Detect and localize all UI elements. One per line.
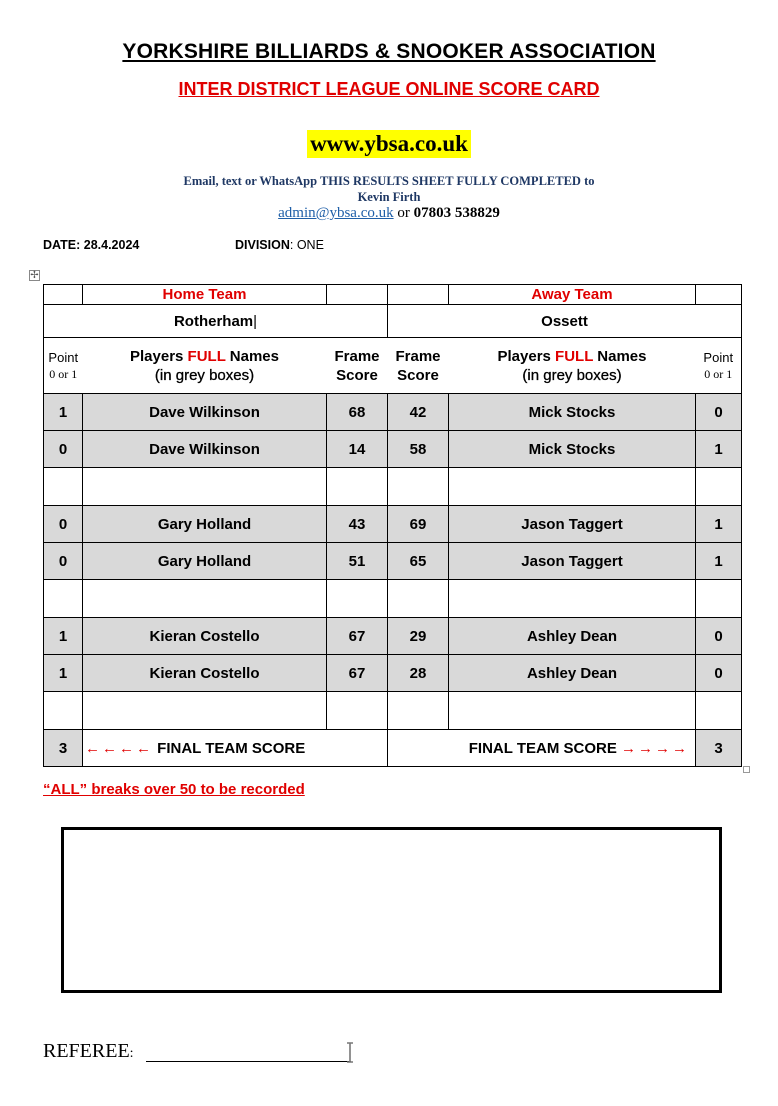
association-title: YORKSHIRE BILLIARDS & SNOOKER ASSOCIATION <box>122 40 656 63</box>
scorecard-subtitle: INTER DISTRICT LEAGUE ONLINE SCORE CARD <box>178 79 600 99</box>
cell-empty[interactable] <box>327 468 388 506</box>
breaks-entry-box[interactable] <box>61 827 722 993</box>
away-final-label <box>388 730 696 767</box>
players-label-pre: Players <box>130 347 188 365</box>
cell-empty <box>388 285 449 305</box>
cell-empty[interactable] <box>388 580 449 618</box>
home-player[interactable]: Gary Holland <box>83 506 327 543</box>
team-label-row <box>44 285 742 305</box>
cell-empty[interactable] <box>449 692 696 730</box>
away-point[interactable]: 1 <box>696 543 742 580</box>
cell-empty <box>696 285 742 305</box>
date-field <box>43 238 139 252</box>
home-frame-score[interactable]: 14 <box>327 431 388 468</box>
point-label: Point <box>703 349 734 365</box>
home-frame-score[interactable]: 51 <box>327 543 388 580</box>
frame-label: Frame <box>334 347 380 365</box>
away-team-label: Away Team <box>449 285 696 305</box>
players-label-post: Names <box>593 347 647 365</box>
home-point[interactable]: 0 <box>44 431 83 468</box>
final-label: FINAL TEAM SCORE <box>157 739 306 757</box>
score-table <box>43 284 742 767</box>
frame-label: Frame <box>395 347 441 365</box>
away-player[interactable]: Ashley Dean <box>449 618 696 655</box>
home-point[interactable]: 1 <box>44 618 83 655</box>
frame-row <box>44 506 742 543</box>
cell-empty[interactable] <box>449 580 696 618</box>
home-frame-score[interactable]: 68 <box>327 394 388 431</box>
home-final-score[interactable]: 3 <box>44 730 83 767</box>
home-point[interactable]: 1 <box>44 394 83 431</box>
point-sub-label: 0 or 1 <box>49 366 78 381</box>
home-player[interactable]: Dave Wilkinson <box>83 394 327 431</box>
cell-empty[interactable] <box>83 580 327 618</box>
away-player[interactable]: Mick Stocks <box>449 394 696 431</box>
referee-colon: : <box>129 1046 134 1061</box>
away-team-name[interactable]: Ossett <box>388 305 742 338</box>
contact-line <box>0 205 778 222</box>
cell-empty <box>44 285 83 305</box>
home-frame-score[interactable]: 67 <box>327 618 388 655</box>
away-frame-score[interactable]: 42 <box>388 394 449 431</box>
cell-empty[interactable] <box>327 692 388 730</box>
players-label-post: Names <box>225 347 279 365</box>
away-player[interactable]: Ashley Dean <box>449 655 696 692</box>
cell-empty[interactable] <box>44 468 83 506</box>
team-name-row <box>44 305 742 338</box>
spacer-row <box>44 580 742 618</box>
breaks-note: “ALL” breaks over 50 to be recorded <box>43 781 305 798</box>
instructions <box>0 173 778 205</box>
frame-row <box>44 655 742 692</box>
away-point-header <box>696 338 742 394</box>
cell-empty[interactable] <box>327 580 388 618</box>
home-point-header <box>44 338 83 394</box>
frame-row <box>44 543 742 580</box>
column-header-row <box>44 338 742 394</box>
referee-label: REFEREE <box>43 1040 130 1062</box>
away-player[interactable]: Mick Stocks <box>449 431 696 468</box>
away-frame-score[interactable]: 58 <box>388 431 449 468</box>
cell-empty[interactable] <box>696 468 742 506</box>
point-label: Point <box>48 349 79 365</box>
players-label-pre: Players <box>497 347 556 365</box>
final-label: FINAL TEAM SCORE <box>468 739 617 757</box>
away-point[interactable]: 0 <box>696 394 742 431</box>
date-value[interactable]: 28.4.2024 <box>83 238 140 252</box>
away-frame-score[interactable]: 28 <box>388 655 449 692</box>
frame-row <box>44 431 742 468</box>
home-players-header <box>83 338 327 394</box>
players-sub-label: (in grey boxes) <box>522 366 622 384</box>
home-player[interactable]: Dave Wilkinson <box>83 431 327 468</box>
home-player[interactable]: Gary Holland <box>83 543 327 580</box>
instruction-line-1: Email, text or WhatsApp THIS RESULTS SHEET FULLY COMPLETED to <box>183 174 595 188</box>
spacer-row <box>44 468 742 506</box>
cell-empty[interactable] <box>696 580 742 618</box>
referee-signature-line[interactable] <box>146 1061 351 1062</box>
home-team-name[interactable]: Rotherham| <box>44 305 388 338</box>
frame-row <box>44 618 742 655</box>
away-frame-score[interactable]: 29 <box>388 618 449 655</box>
away-frame-score-header <box>388 338 449 394</box>
away-point[interactable]: 0 <box>696 618 742 655</box>
away-frame-score[interactable]: 69 <box>388 506 449 543</box>
away-final-score[interactable]: 3 <box>696 730 742 767</box>
away-point[interactable]: 0 <box>696 655 742 692</box>
or-text: or <box>397 205 410 221</box>
home-frame-score[interactable]: 67 <box>327 655 388 692</box>
left-arrows-icon: ←←←← <box>85 739 153 757</box>
date-label: DATE: <box>43 238 81 252</box>
division-field <box>235 238 324 252</box>
table-resize-handle-icon[interactable] <box>743 766 750 773</box>
players-label-full: FULL <box>555 347 594 365</box>
score-label: Score <box>336 366 378 384</box>
table-move-handle-icon[interactable]: ✢ <box>30 270 39 281</box>
cell-empty[interactable] <box>83 692 327 730</box>
phone-number: 07803 538829 <box>413 205 500 221</box>
website-link[interactable]: www.ybsa.co.uk <box>307 130 471 158</box>
away-player[interactable]: Jason Taggert <box>449 506 696 543</box>
home-point[interactable]: 0 <box>44 506 83 543</box>
text-cursor-icon <box>346 1042 354 1063</box>
away-point[interactable]: 1 <box>696 506 742 543</box>
email-link[interactable]: admin@ybsa.co.uk <box>278 205 394 221</box>
away-players-header <box>449 338 696 394</box>
home-player[interactable]: Kieran Costello <box>83 655 327 692</box>
cell-empty[interactable] <box>696 692 742 730</box>
referee-field <box>43 1040 134 1063</box>
away-player[interactable]: Jason Taggert <box>449 543 696 580</box>
frame-row <box>44 394 742 431</box>
home-final-label <box>83 730 388 767</box>
cell-empty[interactable] <box>44 692 83 730</box>
home-frame-score[interactable]: 43 <box>327 506 388 543</box>
home-point[interactable]: 1 <box>44 655 83 692</box>
home-point[interactable]: 0 <box>44 543 83 580</box>
home-player[interactable]: Kieran Costello <box>83 618 327 655</box>
score-label: Score <box>397 366 439 384</box>
cell-empty[interactable] <box>83 468 327 506</box>
cell-empty[interactable] <box>388 692 449 730</box>
instruction-line-2: Kevin Firth <box>357 190 421 204</box>
away-frame-score[interactable]: 65 <box>388 543 449 580</box>
spacer-row <box>44 692 742 730</box>
cell-empty[interactable] <box>449 468 696 506</box>
division-label: DIVISION <box>235 238 290 252</box>
website-container <box>0 130 778 158</box>
players-sub-label: (in grey boxes) <box>154 366 255 384</box>
cell-empty[interactable] <box>388 468 449 506</box>
home-team-label: Home Team <box>83 285 327 305</box>
home-team-value: Rotherham <box>173 312 254 330</box>
cell-empty[interactable] <box>44 580 83 618</box>
players-label-full: FULL <box>187 347 226 365</box>
home-frame-score-header <box>327 338 388 394</box>
cell-empty <box>327 285 388 305</box>
final-score-row <box>44 730 742 767</box>
point-sub-label: 0 or 1 <box>704 366 733 381</box>
division-value[interactable]: : ONE <box>289 238 324 252</box>
away-point[interactable]: 1 <box>696 431 742 468</box>
right-arrows-icon: →→→→ <box>621 739 689 757</box>
